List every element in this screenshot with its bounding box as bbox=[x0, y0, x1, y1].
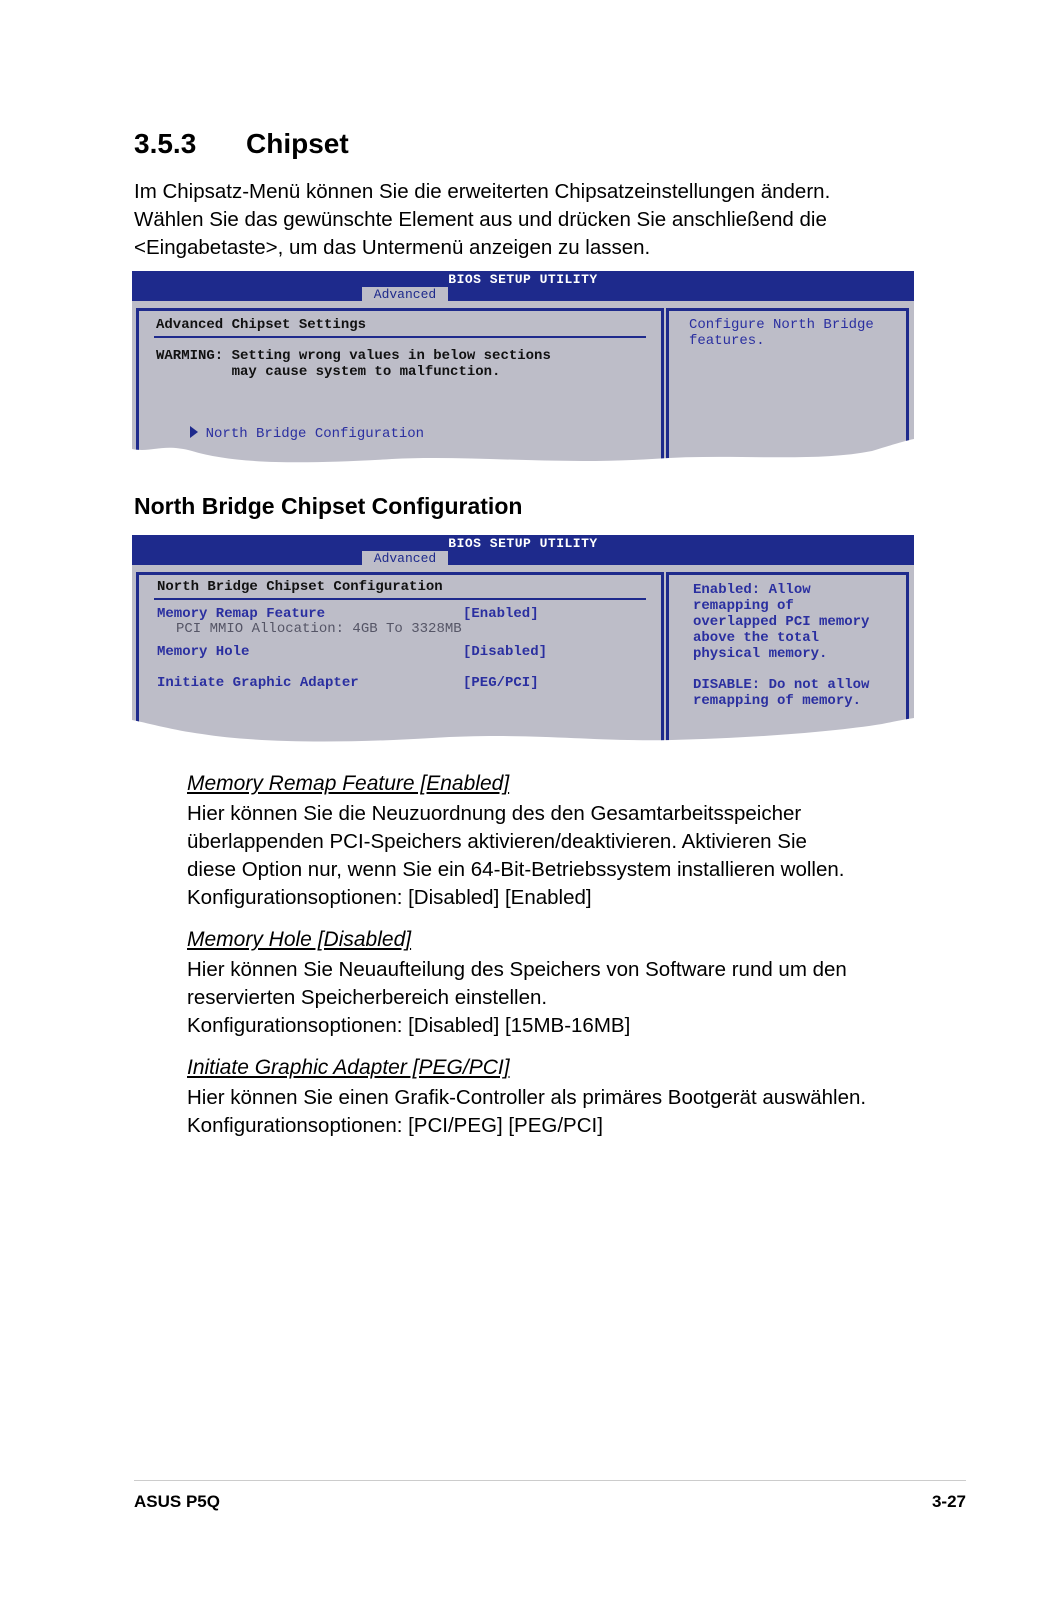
help-text: Configure North Bridge bbox=[689, 317, 874, 333]
body-line: Hier können Sie die Neuzuordnung des den Gesamtarbeitsspeicher bbox=[187, 802, 802, 825]
body-line: Hier können Sie einen Grafik-Controller als primäres Bootgerät auswählen. bbox=[187, 1086, 867, 1109]
footer-product: ASUS P5Q bbox=[134, 1492, 220, 1511]
body-line: reservierten Speicherbereich einstellen. bbox=[187, 986, 548, 1009]
info-line-pci-mmio: PCI MMIO Allocation: 4GB To 3328MB bbox=[176, 621, 462, 637]
help-line: remapping of memory. bbox=[693, 693, 862, 709]
warning-line: may cause system to malfunction. bbox=[156, 364, 501, 380]
item-title-memory-hole: Memory Hole [Disabled] bbox=[187, 928, 412, 951]
item-body-memory-hole bbox=[187, 956, 967, 1040]
torn-edge bbox=[132, 437, 914, 467]
setting-label-memory-hole[interactable]: Memory Hole bbox=[157, 644, 250, 660]
bios-title: BIOS SETUP UTILITY bbox=[448, 272, 598, 287]
help-line: above the total bbox=[693, 630, 820, 646]
intro-line: Im Chipsatz-Menü können Sie die erweiterten Chipsatzeinstellungen ändern. bbox=[134, 180, 831, 203]
warning-line: WARMING: Setting wrong values in below sections bbox=[156, 348, 551, 364]
body-line: überlappenden PCI-Speichers aktivieren/deaktivieren. Aktivieren Sie bbox=[187, 830, 807, 853]
setting-value-memory-hole[interactable]: [Disabled] bbox=[463, 644, 548, 660]
panel-heading: North Bridge Chipset Configuration bbox=[157, 579, 443, 595]
bios-screen-north-bridge bbox=[132, 535, 914, 746]
body-line: Konfigurationsoptionen: [PCI/PEG] [PEG/PCI] bbox=[187, 1114, 603, 1137]
help-line: Enabled: Allow bbox=[693, 582, 811, 598]
item-body-graphic-adapter bbox=[187, 1084, 967, 1140]
body-line: Konfigurationsoptionen: [Disabled] [15MB-16MB] bbox=[187, 1014, 631, 1037]
heading-divider bbox=[154, 336, 646, 338]
body-line: Konfigurationsoptionen: [Disabled] [Enabled] bbox=[187, 886, 592, 909]
page-number: 3-27 bbox=[931, 1492, 966, 1511]
section-title: Chipset bbox=[246, 128, 349, 159]
setting-value-memory-remap[interactable]: [Enabled] bbox=[463, 606, 539, 622]
bios-screen-chipset bbox=[132, 271, 914, 467]
intro-paragraph bbox=[134, 178, 934, 262]
tab-advanced[interactable]: Advanced bbox=[362, 551, 448, 565]
intro-line: <Eingabetaste>, um das Untermenü anzeigen zu lassen. bbox=[134, 236, 651, 259]
body-line: Hier können Sie Neuaufteilung des Speichers von Software rund um den bbox=[187, 958, 847, 981]
setting-label-graphic-adapter[interactable]: Initiate Graphic Adapter bbox=[157, 675, 359, 691]
help-text: features. bbox=[689, 333, 765, 349]
footer-divider bbox=[134, 1480, 966, 1481]
help-line: remapping of bbox=[693, 598, 794, 614]
section-heading bbox=[134, 128, 349, 160]
setting-value-graphic-adapter[interactable]: [PEG/PCI] bbox=[463, 675, 539, 691]
heading-divider bbox=[154, 598, 646, 600]
bios-title: BIOS SETUP UTILITY bbox=[448, 536, 598, 551]
help-line: DISABLE: Do not allow bbox=[693, 677, 870, 693]
menu-item-label: North Bridge Configuration bbox=[205, 426, 425, 442]
item-title-memory-remap: Memory Remap Feature [Enabled] bbox=[187, 772, 510, 795]
subsection-heading: North Bridge Chipset Configuration bbox=[134, 493, 523, 519]
item-body-memory-remap bbox=[187, 800, 967, 912]
help-line: overlapped PCI memory bbox=[693, 614, 870, 630]
help-text-block bbox=[693, 582, 869, 709]
torn-edge bbox=[132, 716, 914, 746]
body-line: diese Option nur, wenn Sie ein 64-Bit-Betriebssystem installieren wollen. bbox=[187, 858, 845, 881]
help-line: physical memory. bbox=[693, 646, 828, 662]
setting-label-memory-remap[interactable]: Memory Remap Feature bbox=[157, 606, 326, 622]
section-number: 3.5.3 bbox=[134, 128, 197, 159]
intro-line: Wählen Sie das gewünschte Element aus und drücken Sie anschließend die bbox=[134, 208, 827, 231]
help-line bbox=[693, 662, 869, 677]
panel-heading: Advanced Chipset Settings bbox=[156, 317, 367, 333]
tab-advanced[interactable]: Advanced bbox=[362, 287, 448, 301]
item-title-graphic-adapter: Initiate Graphic Adapter [PEG/PCI] bbox=[187, 1056, 510, 1079]
